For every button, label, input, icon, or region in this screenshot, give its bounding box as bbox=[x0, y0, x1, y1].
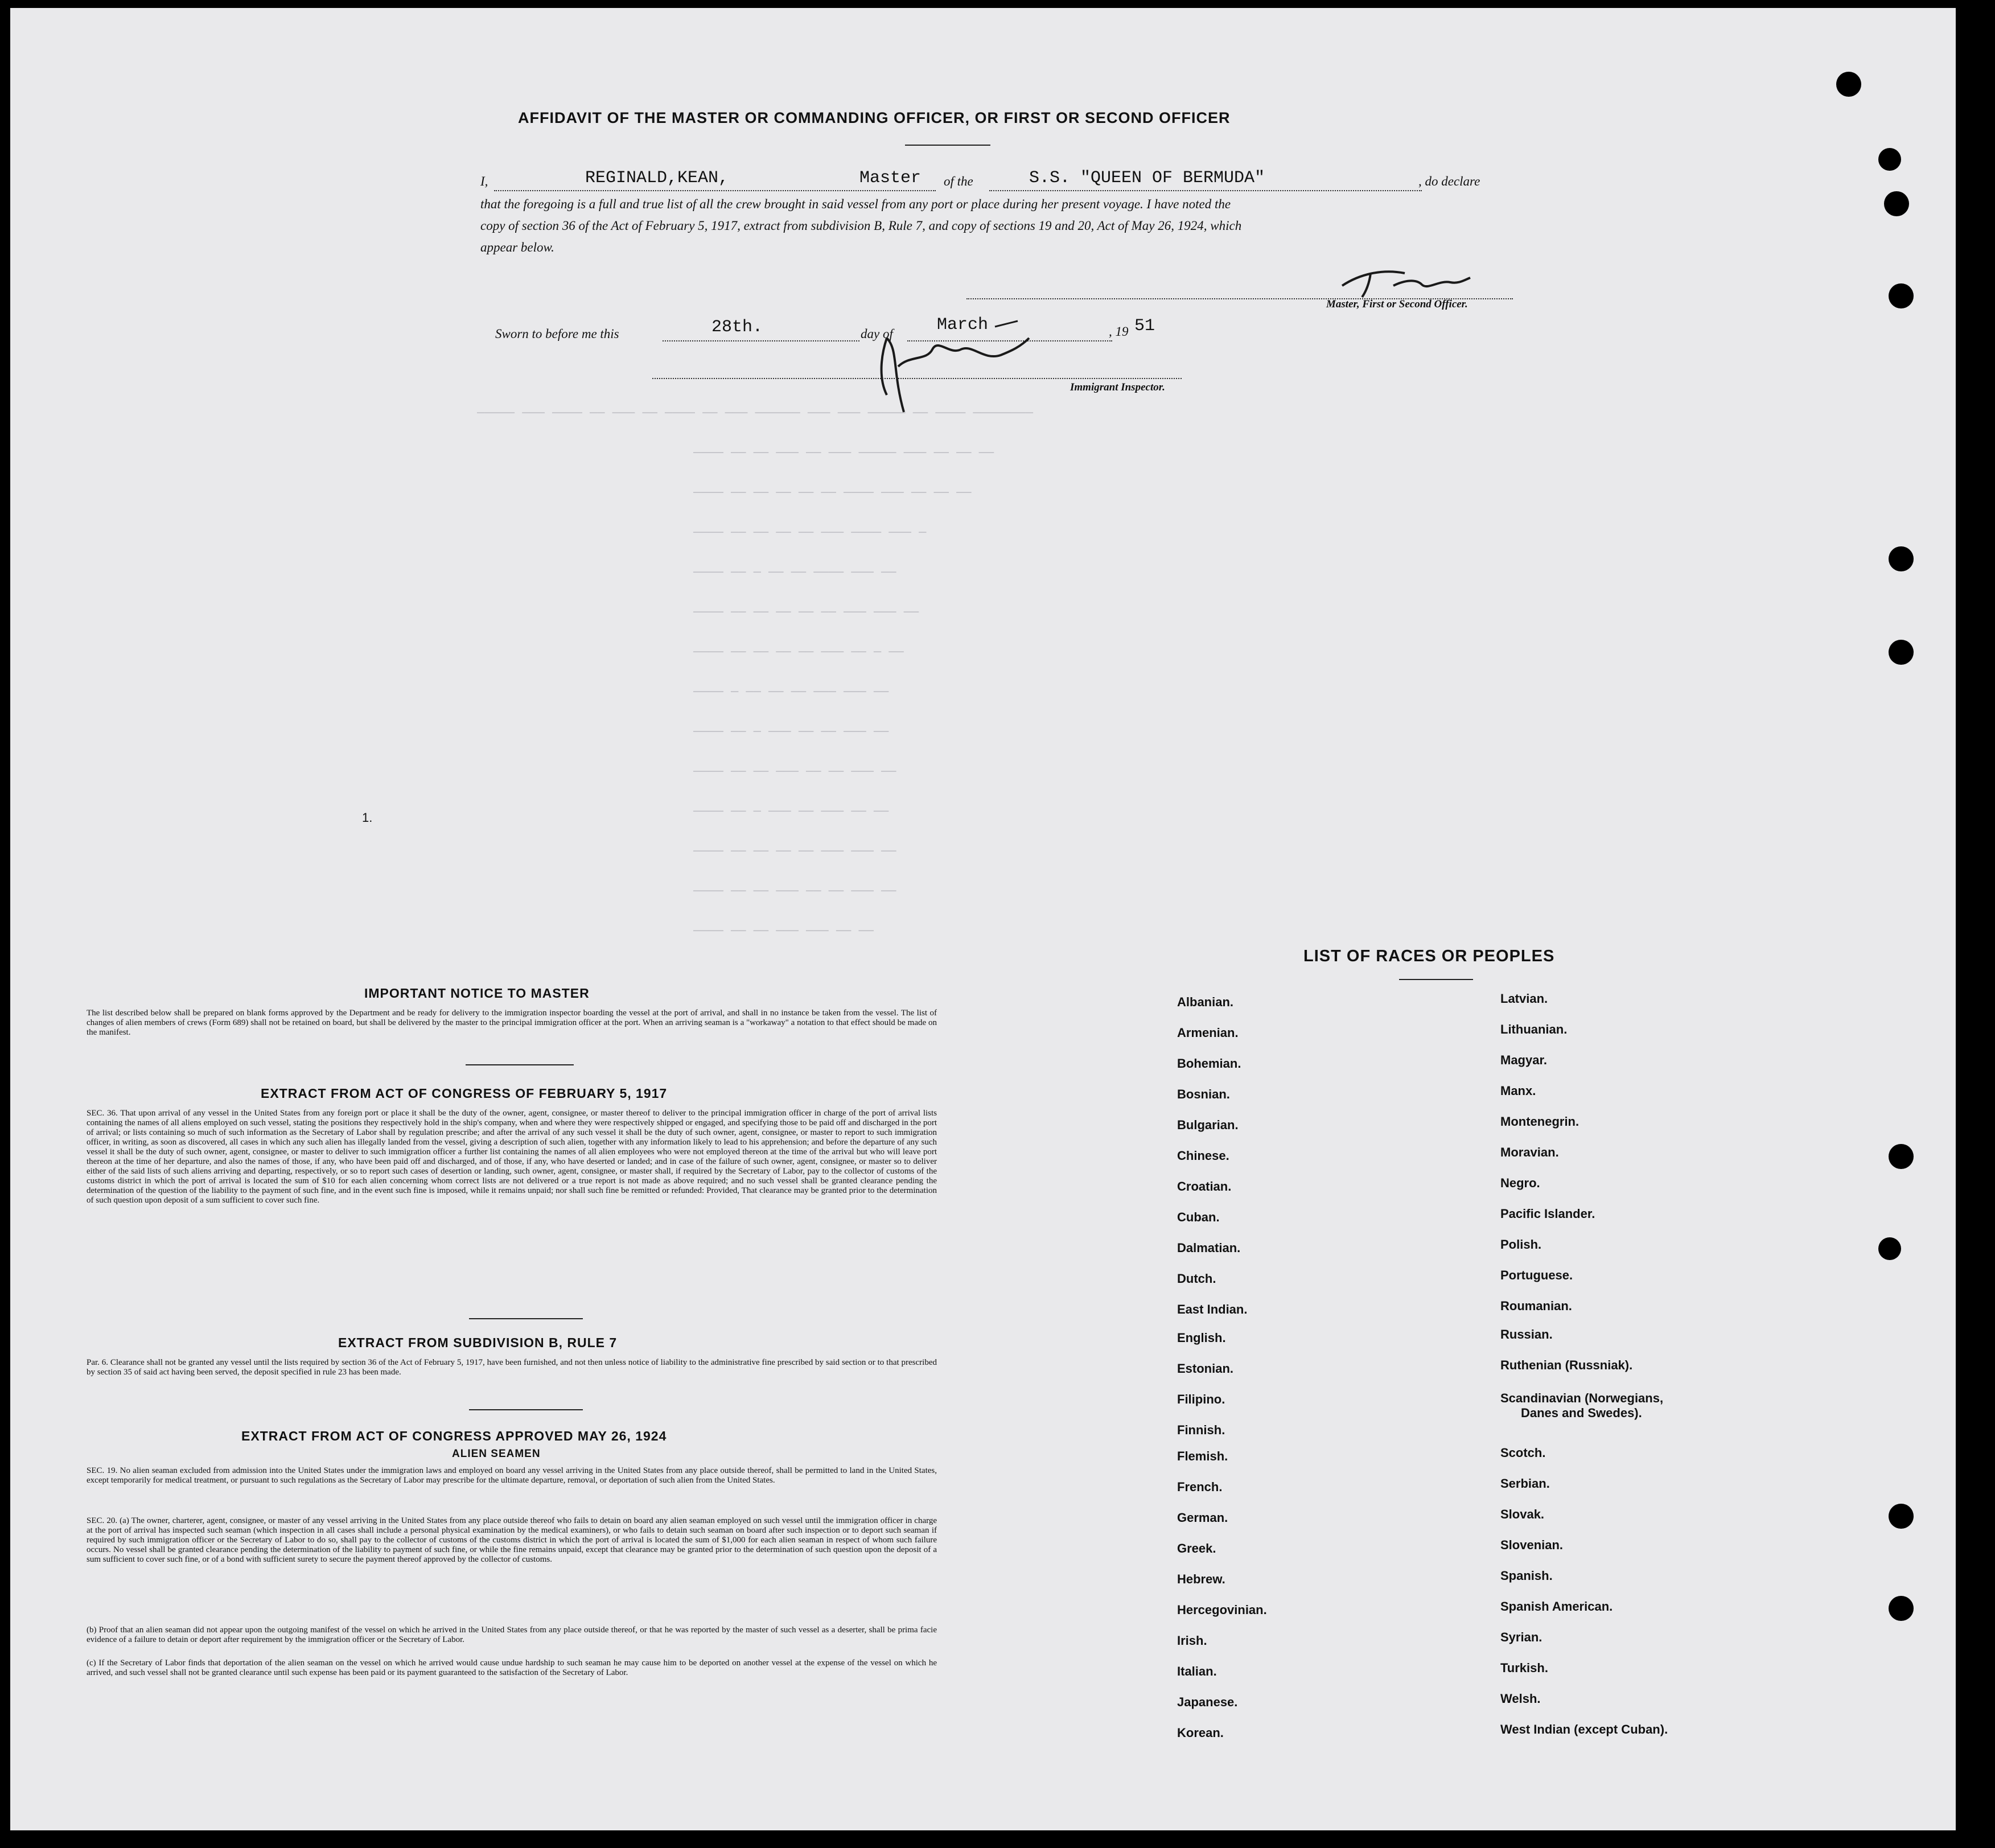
race-item: German. bbox=[1177, 1510, 1228, 1525]
do-declare-label: , do declare bbox=[1418, 174, 1480, 188]
inspector-caption: Immigrant Inspector. bbox=[1070, 381, 1165, 393]
race-item: Armenian. bbox=[1177, 1026, 1239, 1040]
punch-hole bbox=[1878, 1237, 1901, 1260]
sworn-year-prefix: , 19 bbox=[1109, 324, 1129, 339]
race-item: French. bbox=[1177, 1480, 1223, 1494]
races-title: LIST OF RACES OR PEOPLES bbox=[1303, 947, 1555, 965]
divider bbox=[905, 145, 990, 146]
race-item: Korean. bbox=[1177, 1726, 1224, 1740]
race-item: Welsh. bbox=[1500, 1691, 1541, 1706]
race-item: Spanish American. bbox=[1500, 1599, 1613, 1614]
race-item: Syrian. bbox=[1500, 1630, 1542, 1644]
rule7-title: EXTRACT FROM SUBDIVISION B, RULE 7 bbox=[338, 1335, 618, 1350]
sec20b-text: (b) Proof that an alien seaman did not appear upon the outgoing manifest of the vessel on which he arrived in the United States from any place outside thereof, or that he was reported by the master of such vessel as a deserter, shall be prima facie evidence of a failure to detain or deport after requirement by the immigration officer or the Secretary of Labor. bbox=[87, 1625, 937, 1644]
race-item: Albanian. bbox=[1177, 995, 1234, 1009]
declaration-body-line2: copy of section 36 of the Act of February 5, 1917, extract from subdivision B, Rule 7, and copy of sections 19 and 20, Act of May 26, 1924, which bbox=[480, 219, 1242, 233]
race-item: Italian. bbox=[1177, 1664, 1217, 1678]
affidavit-title: AFFIDAVIT OF THE MASTER OR COMMANDING OFFICER, OR FIRST OR SECOND OFFICER bbox=[518, 109, 1231, 126]
sworn-day: 28th. bbox=[711, 318, 763, 337]
punch-hole bbox=[1889, 1144, 1914, 1169]
master-signature-caption: Master, First or Second Officer. bbox=[1326, 298, 1468, 310]
race-item: Hebrew. bbox=[1177, 1572, 1225, 1586]
race-item: Irish. bbox=[1177, 1633, 1207, 1648]
race-item: Portuguese. bbox=[1500, 1268, 1573, 1282]
sworn-label: Sworn to before me this bbox=[495, 327, 619, 341]
race-item: Latvian. bbox=[1500, 991, 1548, 1006]
race-item: Lithuanian. bbox=[1500, 1022, 1568, 1036]
race-item: Bohemian. bbox=[1177, 1056, 1241, 1071]
master-rank: Master bbox=[859, 168, 922, 188]
race-item: Pacific Islander. bbox=[1500, 1207, 1595, 1221]
punch-hole bbox=[1889, 1596, 1914, 1621]
race-item: Danes and Swedes). bbox=[1521, 1406, 1642, 1420]
punch-hole bbox=[1889, 1504, 1914, 1529]
punch-hole bbox=[1889, 546, 1914, 571]
divider bbox=[1399, 979, 1473, 980]
race-item: Polish. bbox=[1500, 1237, 1542, 1252]
race-item: Turkish. bbox=[1500, 1661, 1548, 1675]
inspector-signature-line bbox=[652, 378, 1182, 379]
declaration-body-line3: appear below. bbox=[480, 240, 554, 254]
race-item: Flemish. bbox=[1177, 1449, 1228, 1463]
day-of-label: day of bbox=[861, 327, 893, 341]
punch-hole bbox=[1836, 72, 1861, 97]
sec20a-text: SEC. 20. (a) The owner, charterer, agent, consignee, or master of any vessel arriving in the United States from any place outside thereof who fails to detain on board any alien seaman employed on such vessel until the immigration officer in charge at the port of arrival has inspected such seaman (which inspection in all cases shall include a personal physical examination by the medical examiners), or who fails to detain such seaman on board after such inspection or to deport such seaman if required by such immigration officer or the Secretary of Labor to do so, shall pay to the collector of customs of the customs district in which the port of arrival is located the sum of $1,000 for each alien seaman in respect of whom such failure occurs. No vessel shall be granted clearance pending the determination of the liability to payment of such fine, or while the fine remains unpaid, except that clearance may be granted prior to the determination of such question upon the deposit of a sum sufficient to cover such fine, or of a bond with sufficient surety to secure the payment thereof approved by the collector of customs. bbox=[87, 1516, 937, 1564]
race-item: Japanese. bbox=[1177, 1695, 1238, 1709]
race-item: Manx. bbox=[1500, 1084, 1536, 1098]
race-item: Magyar. bbox=[1500, 1053, 1547, 1067]
race-item: Bulgarian. bbox=[1177, 1118, 1239, 1132]
race-item: Ruthenian (Russniak). bbox=[1500, 1358, 1633, 1372]
race-item: Spanish. bbox=[1500, 1569, 1553, 1583]
notice-title: IMPORTANT NOTICE TO MASTER bbox=[364, 986, 590, 1001]
race-item: Hercegovinian. bbox=[1177, 1603, 1267, 1617]
race-item: Russian. bbox=[1500, 1327, 1553, 1341]
sworn-month: March bbox=[937, 315, 989, 335]
notice-text: The list described below shall be prepared on blank forms approved by the Department and be ready for delivery to the immigration inspector boarding the vessel at the port of arrival, and shall in no instance be taken from the vessel. The list of changes of alien members of crews (Form 689) shall not be retained on board, but shall be delivered by the master to the principal immigration officer at the port. When an arriving seaman is a "workaway" a notation to that effect should be made on the manifest. bbox=[87, 1009, 937, 1037]
race-item: Finnish. bbox=[1177, 1423, 1225, 1437]
race-item: Filipino. bbox=[1177, 1392, 1225, 1406]
name-field-line bbox=[494, 190, 936, 191]
sec20c-text: (c) If the Secretary of Labor finds that deportation of the alien seaman on the vessel on which he arrived would cause undue hardship to such seaman he may cause him to be deported on another vessel at the expense of the vessel on which he arrived, and such vessel shall not be granted clearance until such expense has been paid or its payment guaranteed to the satisfaction of the Secretary of Labor. bbox=[87, 1658, 937, 1677]
sec19-text: SEC. 19. No alien seaman excluded from admission into the United States under the immigration laws and employed on board any vessel arriving in the United States from any place outside thereof, shall be permitted to land in the United States, except temporarily for medical treatment, or pursuant to such regulations as the Secretary of Labor may prescribe for the ultimate departure, removal, or deportation of such alien from the United States. bbox=[87, 1466, 937, 1485]
race-item: Estonian. bbox=[1177, 1361, 1234, 1376]
race-item: Scotch. bbox=[1500, 1446, 1546, 1460]
margin-mark: 1. bbox=[362, 810, 373, 825]
sworn-day-line bbox=[663, 340, 859, 341]
divider bbox=[469, 1409, 583, 1410]
extract-1924-title: EXTRACT FROM ACT OF CONGRESS APPROVED MAY 26, 1924 bbox=[241, 1429, 667, 1443]
race-item: Serbian. bbox=[1500, 1476, 1550, 1491]
race-item: Scandinavian (Norwegians, bbox=[1500, 1391, 1664, 1405]
vessel-name: S.S. "QUEEN OF BERMUDA" bbox=[1029, 168, 1265, 188]
extract-1917-title: EXTRACT FROM ACT OF CONGRESS OF FEBRUARY 5, 1917 bbox=[261, 1086, 668, 1101]
declaration-body-line1: that the foregoing is a full and true list of all the crew brought in said vessel from any port or place during her present voyage. I have noted the bbox=[480, 197, 1231, 211]
race-item: Cuban. bbox=[1177, 1210, 1220, 1224]
race-item: Croatian. bbox=[1177, 1179, 1232, 1193]
race-item: West Indian (except Cuban). bbox=[1500, 1722, 1668, 1736]
punch-hole bbox=[1889, 283, 1914, 308]
punch-hole bbox=[1884, 191, 1909, 216]
race-item: Slovenian. bbox=[1500, 1538, 1564, 1552]
extract-1924-subtitle: ALIEN SEAMEN bbox=[452, 1448, 541, 1460]
sworn-year: 51 bbox=[1134, 316, 1155, 336]
race-item: Chinese. bbox=[1177, 1149, 1229, 1163]
extract-1917-text: SEC. 36. That upon arrival of any vessel in the United States from any foreign port or place it shall be the duty of the owner, agent, consignee, or master thereof to deliver to the principal immigration officer in charge of the port of arrival lists containing the names of all aliens employed on such vessel, stating the positions they respectively hold in the ship's company, when and where they were respectively shipped or engaged, and specifying those to be paid off and discharged in the port of arrival; or lists containing so much of such information as the Secretary of Labor shall by regulation prescribe; and after the arrival of any such vessel it shall be the duty of such owner, agent, consignee, or master to report to such immigration officer, in writing, as soon as discovered, all cases in which any such alien has illegally landed from the vessel, giving a description of such alien, together with any information likely to lead to his apprehension; and before the departure of any such vessel it shall be the duty of such owner, agent, consignee, or master to deliver to such immigration officer a further list containing the names of all alien employees who were not employed thereon at the time of the arrival but who will leave port thereon at the time of her departure, and also the names of those, if any, who have been paid off and discharged, and of those, if any, who have deserted or landed; and in case of the failure of such owner, agent, consignee, or master so to deliver either of the said lists of such aliens arriving and departing, respectively, or so to report such cases of desertion or landing, such owner, agent, consignee, or master shall, if required by the Secretary of Labor, pay to the collector of customs of the customs district in which the port of arrival is located the sum of $10 for each alien concerning whom correct lists are not delivered or a true report is not made as above required; and no such vessel shall be granted clearance pending the determination of the question of the liability to the payment of such fine, and in the event such fine is imposed, while it remains unpaid; nor shall such fine be remitted or refunded: Provided, That clearance may be granted prior to the determination of such question upon deposit of a sum sufficient to cover such fine. bbox=[87, 1109, 937, 1205]
race-item: Greek. bbox=[1177, 1541, 1216, 1555]
race-item: Moravian. bbox=[1500, 1145, 1559, 1159]
race-item: Bosnian. bbox=[1177, 1087, 1230, 1101]
race-item: East Indian. bbox=[1177, 1302, 1248, 1316]
race-item: English. bbox=[1177, 1331, 1226, 1345]
punch-hole bbox=[1889, 640, 1914, 665]
race-item: Slovak. bbox=[1500, 1507, 1545, 1521]
divider bbox=[469, 1318, 583, 1319]
race-item: Roumanian. bbox=[1500, 1299, 1572, 1313]
inspector-signature bbox=[864, 315, 1035, 421]
of-the-label: of the bbox=[944, 174, 973, 188]
race-item: Dalmatian. bbox=[1177, 1241, 1241, 1255]
master-name: REGINALD,KEAN, bbox=[585, 168, 729, 188]
race-item: Negro. bbox=[1500, 1176, 1540, 1190]
declaration-intro: I, bbox=[480, 174, 488, 188]
rule7-text: Par. 6. Clearance shall not be granted any vessel until the lists required by section 36 of the Act of February 5, 1917, have been furnished, and not then unless notice of liability to the administrative fine prescribed by said section or to that prescribed by section 35 of said act having been served, the deposit specified in rule 23 has been made. bbox=[87, 1358, 937, 1377]
punch-hole bbox=[1878, 148, 1901, 171]
vessel-field-line bbox=[989, 190, 1422, 191]
document-page: ───── ─── ──── ── ─── ── ──── ── ─── ────── ─── ─── ───── ── ──── ──────── ──── ── ── ─── ── ─── ───── ─── ── ── ── ──── ── ── ── ── ── ──── ─── ── ── ── ──── ── ── ── ── ─── ──── ─── ─ ──── ── ─ ── ── ──── ─── ── ──── ── ── ── ── ── ─── ─── ── ──── ── ── ── ── ─── ── ─ ── ──── ─ ── ── ── ─── ─── ── ──── ── ─ ─── ── ── ─── ── ──── ── ── ─── ── ── ─── ── ──── ── ─ ─── ── ─── ── ── ──── ── ── ── ── ─── ─── ── ──── ── ── ─── ── ── ─── ── ──── ── ── ─── ─── ── ── AFFIDAVIT OF THE MASTER OR COMMANDING OFFICER, OR FIRST OR SECOND OFFICER I, REGINALD,KEAN, Master of the S.S. "QUEEN OF BERMUDA" , do declare that the foregoing is a full and true list of all the crew brought in said vessel from any port or place during her present voyage. I have noted the copy of section 36 of the Act of February 5, 1917, extract from subdivision B, Rule 7, and copy of sections 19 and 20, Act of May 26, 1924, which appear below. Master, First or Second Officer. Sworn to before me this 28th. day of March , 19 51 Immigrant Inspector. 1. IMPORTANT NOTICE TO MASTER The list described below shall be prepared on blank forms approved by the Department and be ready for delivery to the immigration inspector boarding the vessel at the port of arrival, and shall in no instance be taken from the vessel. The list of changes of alien members of crews (Form 689) shall not be retained on board, but shall be delivered by the master to the principal immigration officer at the port. When an arriving seaman is a "workaway" a notation to that effect should be made on the manifest. EXTRACT FROM ACT OF CONGRESS OF FEBRUARY 5, 1917 SEC. 36. That upon arrival of any vessel in the United States from any foreign port or place it shall be the duty of the owner, agent, consignee, or master thereof to deliver to the principal immigration officer in charge of the port of arrival lists containing the names of all aliens employed on such vessel, stating the positions they respectively hold in the ship's company, when and where they were respectively shipped or engaged, and specifying those to be paid off and discharged in the port of arrival; or lists containing so much of such information as the Secretary of Labor shall by regulation prescribe; and after the arrival of any such vessel it shall be the duty of such owner, agent, consignee, or master to report to such immigration officer, in writing, as soon as discovered, all cases in which any such alien has illegally landed from the vessel, giving a description of such alien, together with any information likely to lead to his apprehension; and before the departure of any such vessel it shall be the duty of such owner, agent, consignee, or master to deliver to such immigration officer a further list containing the names of all alien employees who were not employed thereon at the time of the arrival but who will leave port thereon at the time of her departure, and also the names of those, if any, who have been paid off and discharged, and of those, if any, who have deserted or landed; and in case of the failure of such owner, agent, consignee, or master so to deliver either of the said lists of such aliens arriving and departing, respectively, or so to report such cases of desertion or landing, such owner, agent, consignee, or master shall, if required by the Secretary of Labor, pay to the collector of customs of the customs district in which the port of arrival is located the sum of $10 for each alien concerning whom correct lists are not delivered or a true report is not made as above required; and no such vessel shall be granted clearance pending the determination of the question of the liability to the payment of such fine, and in the event such fine is imposed, while it remains unpaid; nor shall such fine be remitted or refunded: Provided, That clearance may be granted prior to the determination of such question upon deposit of a sum sufficient to cover such fine. EXTRACT FROM SUBDIVISION B, RULE 7 Par. 6. Clearance shall not be granted any vessel until the lists required by section 36 of the Act of February 5, 1917, have been furnished, and not then unless notice of liability to the administrative fine prescribed by said section or to that prescribed by section 35 of said act having been served, the deposit specified in rule 23 has been made. EXTRACT FROM ACT OF CONGRESS APPROVED MAY 26, 1924 ALIEN SEAMEN SEC. 19. No alien seaman excluded from admission into the United States under the immigration laws and employed on board any vessel arriving in the United States from any place outside thereof, shall be permitted to land in the United States, except temporarily for medical treatment, or pursuant to such regulations as the Secretary of Labor may prescribe for the ultimate departure, removal, or deportation of such alien from the United States. SEC. 20. (a) The owner, charterer, agent, consignee, or master of any vessel arriving in the United States from any place outside thereof who fails to detain on board any alien seaman employed on such vessel until the immigration officer in charge at the port of arrival has inspected such seaman (which inspection in all cases shall include a personal physical examination by the medical examiners), or who fails to detain such seaman on board after such inspection or to deport such seaman if required by such immigration officer or the Secretary of Labor to do so, shall pay to the collector of customs of the customs district in which the port of arrival is located the sum of $1,000 for each alien seaman in respect of whom such failure occurs. No vessel shall be granted clearance pending the determination of the liability to payment of such fine, or while the fine remains unpaid, except that clearance may be granted prior to the determination of such question upon the deposit of a sum sufficient to cover such fine, or of a bond with sufficient surety to secure the payment thereof approved by the collector of customs. (b) Proof that an alien seaman did not appear upon the outgoing manifest of the vessel on which he arrived in the United States from any place outside thereof, or that he was reported by the master of such vessel as a deserter, shall be prima facie evidence of a failure to detain or deport after requirement by the immigration officer or the Secretary of Labor. (c) If the Secretary of Labor finds that deportation of the alien seaman on the vessel on which he arrived would cause undue hardship to such seaman he may cause him to be deported on another vessel at the expense of the vessel on which he arrived, and such vessel shall not be granted clearance until such expense has been paid or its payment guaranteed to the satisfaction of the Secretary of Labor. LIST OF RACES OR PEOPLES Albanian. Armenian. Bohemian. Bosnian. Bulgarian. Chinese. Croatian. Cuban. Dalmatian. Dutch. East Indian. English. Estonian. Filipino. Finnish. Flemish. French. German. Greek. Hebrew. Hercegovinian. Irish. Italian. Japanese. Korean. Latvian. Lithuanian. Magyar. Manx. Montenegrin. Moravian. Negro. Pacific Islander. Polish. Portuguese. Roumanian. Russian. Ruthenian (Russniak). Scandinavian (Norwegians, Danes and Swedes). Scotch. Serbian. Slovak. Slovenian. Spanish. Spanish American. Syrian. Turkish. Welsh. West Indian (except Cuban). bbox=[10, 8, 1956, 1830]
race-item: Dutch. bbox=[1177, 1271, 1216, 1286]
divider bbox=[466, 1064, 574, 1065]
race-item: Montenegrin. bbox=[1500, 1114, 1579, 1129]
